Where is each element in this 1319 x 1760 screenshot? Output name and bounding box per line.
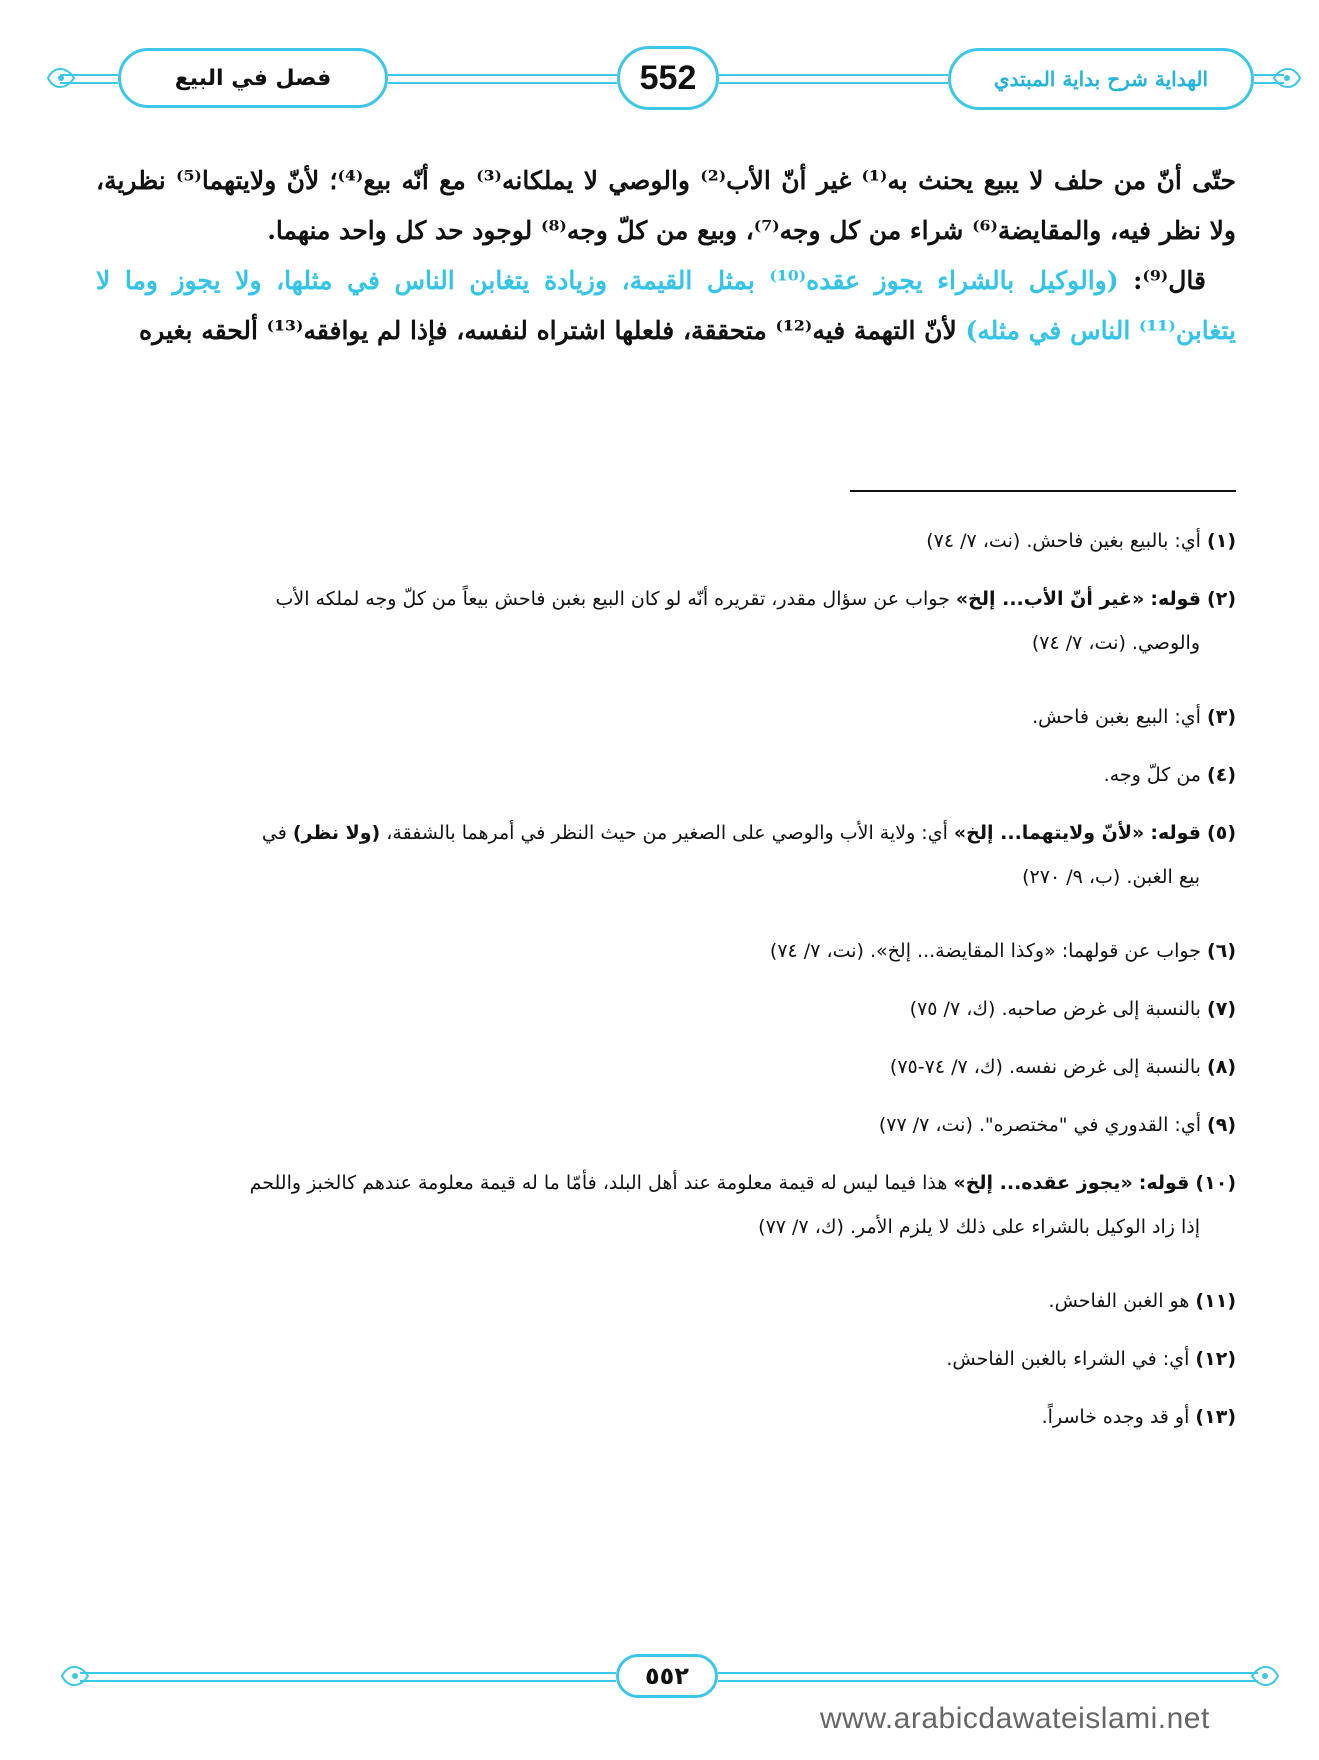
footnote-11 xyxy=(1049,1288,1236,1314)
ornament-icon xyxy=(58,1660,92,1692)
footnote-text: بالنسبة إلى غرض نفسه. (ك، ٧/ ٧٤-٧٥) xyxy=(889,1056,1201,1078)
footnote-12 xyxy=(946,1346,1236,1372)
matn-quote: (والوكيل بالشراء يجوز عقده⁽¹⁰⁾ بمثل القيمة، وزيادة يتغابن الناس في مثلها، ولا يجوز وما لا يتغابن⁽¹¹⁾ الناس في مثله) xyxy=(96,266,1236,345)
footer-page-number: ٥٥٢ xyxy=(616,1654,718,1698)
footer-rule xyxy=(80,1672,616,1674)
ornament-icon xyxy=(44,62,78,94)
section-title: فصل في البيع xyxy=(118,48,388,108)
footnote-text: أي: البيع بغبن فاحش. xyxy=(1032,706,1201,728)
footnote-continuation: والوصي. (نت، ٧/ ٧٤) xyxy=(1031,632,1200,654)
header-rule xyxy=(719,82,948,84)
said-intro: قال⁽⁹⁾: xyxy=(1118,266,1206,295)
footnote-text: أي: في الشراء بالغبن الفاحش. xyxy=(946,1348,1190,1370)
footnote-number: (١٢) xyxy=(1195,1348,1236,1370)
footnote-4 xyxy=(1104,762,1236,788)
footnote-number: (١٣) xyxy=(1195,1406,1236,1428)
paragraph-1: حتّى أنّ من حلف لا يبيع يحنث به⁽¹⁾ غير أنّ الأب⁽²⁾ والوصي لا يملكانه⁽³⁾ مع أنّه بيع⁽⁴⁾؛ لأنّ ولايتهما⁽⁵⁾ نظرية، ولا نظر فيه، والمقايضة⁽⁶⁾ شراء من كل وجه⁽⁷⁾، وبيع من كلّ وجه⁽⁸⁾ لوجود حد كل واحد منهما. xyxy=(96,166,1236,245)
header-rule xyxy=(388,74,617,76)
ornament-icon xyxy=(1270,62,1304,94)
footnote-text: هو الغبن الفاحش. xyxy=(1048,1290,1190,1312)
header-rule xyxy=(719,74,948,76)
page-number: 552 xyxy=(617,46,719,110)
footnote-continuation: إذا زاد الوكيل بالشراء على ذلك لا يلزم الأمر. (ك، ٧/ ٧٧) xyxy=(758,1216,1200,1238)
footnote-number: (٤) xyxy=(1207,764,1236,786)
footnote-text: أي: القدوري في "مختصره". (نت، ٧/ ٧٧) xyxy=(878,1114,1201,1136)
website-link[interactable]: www.arabicdawateislami.net xyxy=(820,1702,1210,1735)
footnote-text: أو قد وجده خاسراً. xyxy=(1041,1406,1190,1428)
header-rule xyxy=(388,82,617,84)
footnote-6 xyxy=(770,938,1236,964)
footnote-8 xyxy=(890,1054,1236,1080)
footnote-10 xyxy=(96,1170,1236,1240)
footnote-text: بالنسبة إلى غرض صاحبه. (ك، ٧/ ٧٥) xyxy=(909,998,1201,1020)
paragraph-2 xyxy=(96,256,1236,356)
footnote-text: أي: بالبيع بغين فاحش. (نت، ٧/ ٧٤) xyxy=(926,530,1201,552)
book-title: الهداية شرح بداية المبتدي xyxy=(948,48,1254,110)
footnote-text: جواب عن سؤال مقدر، تقريره أنّه لو كان البيع بغبن فاحش بيعاً من كلّ وجه لملكه الأب xyxy=(275,588,950,610)
footnote-lead: قوله: xyxy=(1150,822,1201,844)
footnote-number: (٣) xyxy=(1207,706,1236,728)
footnote-continuation: بيع الغبن. (ب، ٩/ ٢٧٠) xyxy=(1022,866,1200,888)
footnote-1 xyxy=(926,528,1236,554)
footnote-2 xyxy=(96,586,1236,656)
footnote-number: (٧) xyxy=(1207,998,1236,1020)
footnote-number: (٥) xyxy=(1207,822,1236,844)
main-text xyxy=(96,156,1236,356)
footnote-number: (٦) xyxy=(1207,940,1236,962)
footnote-13 xyxy=(1042,1404,1236,1430)
footnote-quote: «غير أنّ الأب... إلخ» xyxy=(955,588,1145,610)
footnote-number: (٩) xyxy=(1207,1114,1236,1136)
footnote-text: أي: ولاية الأب والوصي على الصغير من حيث النظر في أمرهما بالشفقة، xyxy=(386,822,948,844)
ornament-icon xyxy=(1248,1660,1282,1692)
footnote-number: (١) xyxy=(1207,530,1236,552)
footnote-text: جواب عن قولهما: «وكذا المقايضة... إلخ». (نت، ٧/ ٧٤) xyxy=(769,940,1201,962)
footnote-text: هذا فيما ليس له قيمة معلومة عند أهل البلد، فأمّا ما له قيمة معلومة عندهم كالخبز واللحم xyxy=(249,1172,948,1194)
footnote-number: (٢) xyxy=(1207,588,1236,610)
footnote-text: من كلّ وجه. xyxy=(1103,764,1201,786)
footnote-separator xyxy=(850,490,1236,492)
footnote-number: (٨) xyxy=(1207,1056,1236,1078)
footnote-lead: قوله: xyxy=(1138,1172,1190,1194)
page-header xyxy=(0,0,1319,130)
footnote-3 xyxy=(1032,704,1236,730)
footnote-lead: قوله: xyxy=(1150,588,1201,610)
footnote-number: (١٠) xyxy=(1195,1172,1236,1194)
footer-rule xyxy=(80,1680,616,1682)
footnote-5 xyxy=(96,820,1236,890)
footer-rule xyxy=(718,1672,1258,1674)
footer-rule xyxy=(718,1680,1258,1682)
footnote-quote: «لأنّ ولايتهما... إلخ» xyxy=(953,822,1145,844)
footnote-number: (١١) xyxy=(1195,1290,1236,1312)
footnote-text: في xyxy=(261,822,287,844)
footnote-quote: (ولا نظر) xyxy=(292,822,381,844)
paragraph-2-rest: لأنّ التهمة فيه⁽¹²⁾ متحققة، فلعلها اشتراه لنفسه، فإذا لم يوافقه⁽¹³⁾ ألحقه بغيره xyxy=(139,316,966,345)
footnote-quote: «يجوز عقده... إلخ» xyxy=(953,1172,1133,1194)
footnote-9 xyxy=(879,1112,1236,1138)
footnote-7 xyxy=(910,996,1236,1022)
